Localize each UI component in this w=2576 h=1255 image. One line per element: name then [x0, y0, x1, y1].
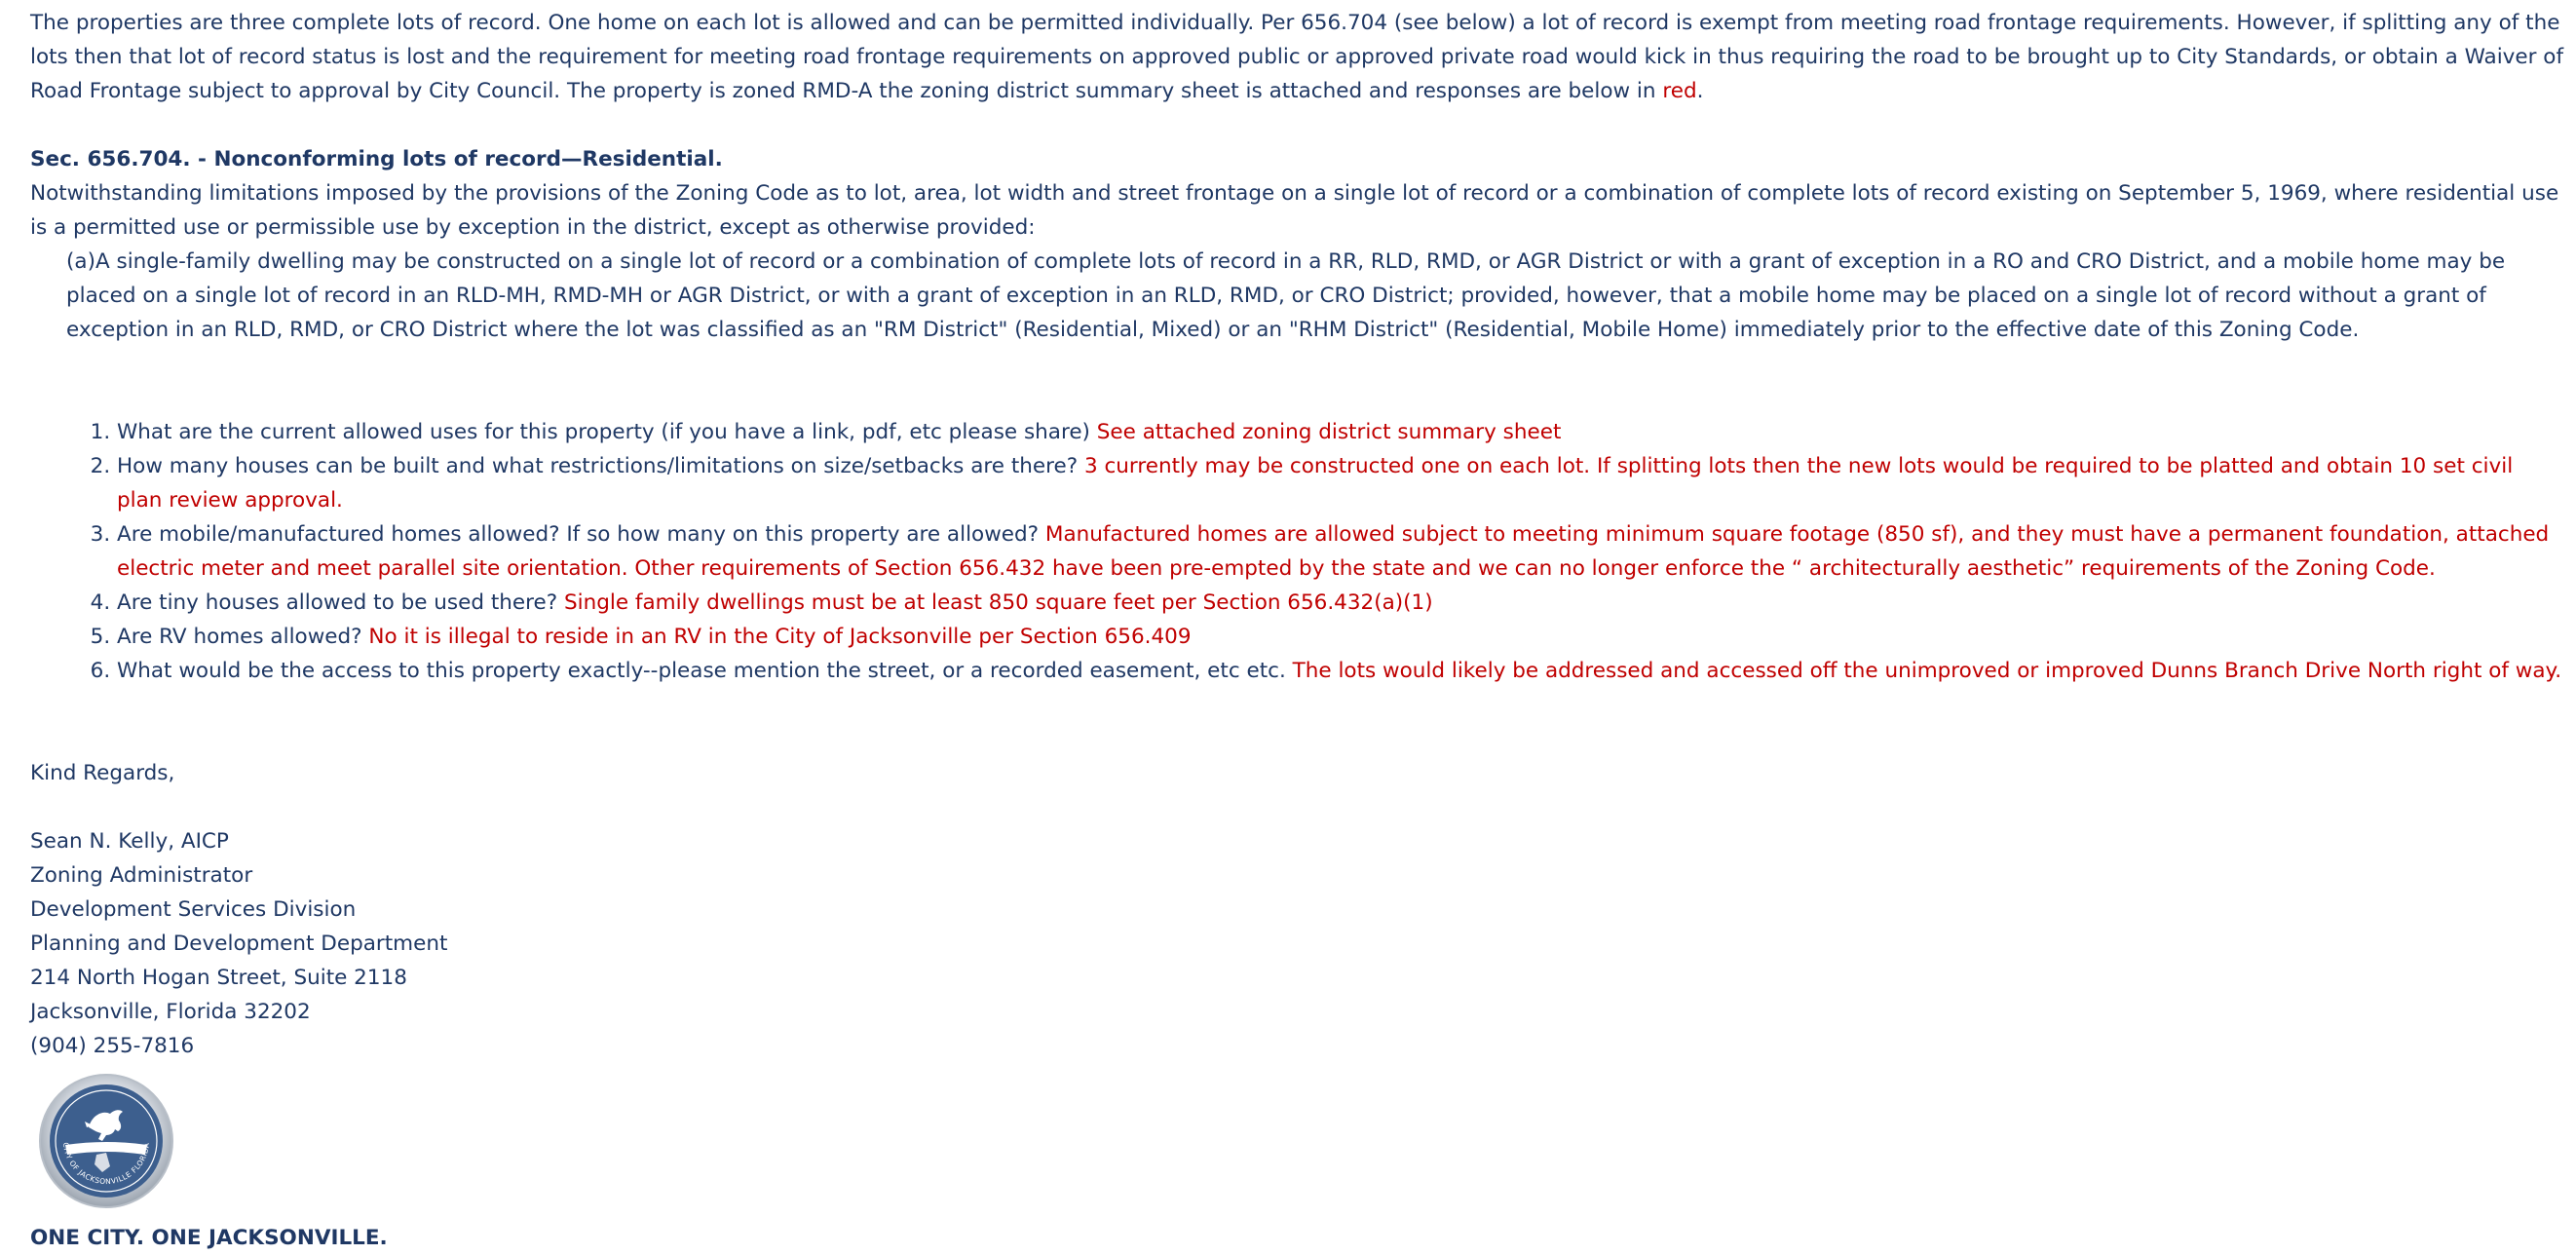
intro-paragraph — [30, 6, 2563, 108]
answer-text: No it is illegal to reside in an RV in the City of Jacksonville per Section 656.409 — [368, 625, 1192, 649]
question-item — [117, 517, 2563, 586]
svg-text:CITY OF JACKSONVILLE FLORIDA: CITY OF JACKSONVILLE FLORIDA — [60, 1141, 152, 1187]
spacer — [30, 347, 2563, 415]
signature-city: Jacksonville, Florida 32202 — [30, 1000, 311, 1024]
spacer — [30, 108, 2563, 142]
signature-division: Development Services Division — [30, 897, 357, 922]
signature-street: 214 North Hogan Street, Suite 2118 — [30, 966, 407, 990]
spacer — [30, 688, 2563, 756]
answer-text: Manufactured homes are allowed subject to meeting minimum square footage (850 sf), and they must have a permanent foundation, attached electric meter and meet parallel site orientation. Other requirements of Section 656.432 have been pre-empted by the state and we can no longer enforce the “ architecturally aesthetic” requirements of the Zoning Code. — [117, 522, 2550, 581]
intro-text: The properties are three complete lots of record. One home on each lot is allowed and can be permitted individually. Per 656.704 (see below) a lot of record is exempt from meeting road frontage requirements. However, if splitting any of the lots then that lot of record status is lost and the requirement for meeting road frontage requirements on approved public or approved private road would kick in thus requiring the road to be brought up to City Standards, or obtain a Waiver of Road Frontage subject to approval by City Council. The property is zoned RMD-A the zoning district summary sheet is attached and responses are below in — [30, 11, 2564, 103]
question-text: What are the current allowed uses for this property (if you have a link, pdf, etc please share) — [117, 420, 1097, 444]
tagline: ONE CITY. ONE JACKSONVILLE. — [30, 1226, 388, 1250]
signature-name: Sean N. Kelly, AICP — [30, 829, 229, 854]
intro-end: . — [1696, 79, 1704, 103]
signature-department: Planning and Development Department — [30, 932, 448, 956]
section-sub-a: (a)A single-family dwelling may be constructed on a single lot of record or a combination of complete lots of record in a RR, RLD, RMD, or AGR District or with a grant of exception in a RO and CRO District, and a mobile home may be placed on a single lot of record in an RLD-MH, RMD-MH or AGR District, or with a grant of exception in an RLD, RMD, or CRO District; provided, however, that a mobile home may be placed on a single lot of record without a grant of exception in an RLD, RMD, or CRO District where the lot was classified as an "RM District" (Residential, Mixed) or an "RHM District" (Residential, Mobile Home) immediately prior to the effective date of this Zoning Code. — [66, 249, 2506, 342]
question-text: What would be the access to this property exactly--please mention the street, or a recorded easement, etc etc. — [117, 659, 1293, 683]
answer-text: Single family dwellings must be at least 850 square feet per Section 656.432(a)(1) — [563, 590, 1433, 615]
email-body — [30, 6, 2563, 1255]
question-item — [117, 415, 2563, 449]
answer-text: 3 currently may be constructed one on each lot. If splitting lots then the new lots would be required to be platted and obtain 10 set civil plan review approval. — [117, 454, 2514, 513]
section-heading: Sec. 656.704. - Nonconforming lots of record—Residential. — [30, 147, 723, 171]
city-seal-icon — [38, 1071, 174, 1211]
answer-text: See attached zoning district summary sheet — [1096, 420, 1562, 444]
city-seal-logo — [38, 1071, 174, 1211]
spacer — [30, 790, 2563, 824]
question-list — [30, 415, 2563, 688]
signature-phone: (904) 255-7816 — [30, 1034, 195, 1058]
question-text: How many houses can be built and what restrictions/limitations on size/setbacks are there? — [117, 454, 1084, 478]
question-item — [117, 586, 2563, 620]
signature-block — [30, 824, 2563, 1063]
question-text: Are RV homes allowed? — [117, 625, 369, 649]
intro-red-word: red — [1662, 79, 1697, 103]
question-text: Are mobile/manufactured homes allowed? If so how many on this property are allowed? — [117, 522, 1045, 547]
question-text: Are tiny houses allowed to be used there? — [117, 590, 564, 615]
closing: Kind Regards, — [30, 761, 175, 785]
question-item — [117, 449, 2563, 517]
question-item — [117, 620, 2563, 654]
question-item — [117, 654, 2563, 688]
section-body: Notwithstanding limitations imposed by the provisions of the Zoning Code as to lot, area, lot width and street frontage on a single lot of record or a combination of complete lots of record existing on September 5, 1969, where residential use is a permitted use or permissible use by exception in the district, except as otherwise provided: — [30, 181, 2559, 240]
answer-text: The lots would likely be addressed and accessed off the unimproved or improved Dunns Branch Drive North right of way. — [1292, 659, 2562, 683]
signature-title: Zoning Administrator — [30, 863, 253, 888]
